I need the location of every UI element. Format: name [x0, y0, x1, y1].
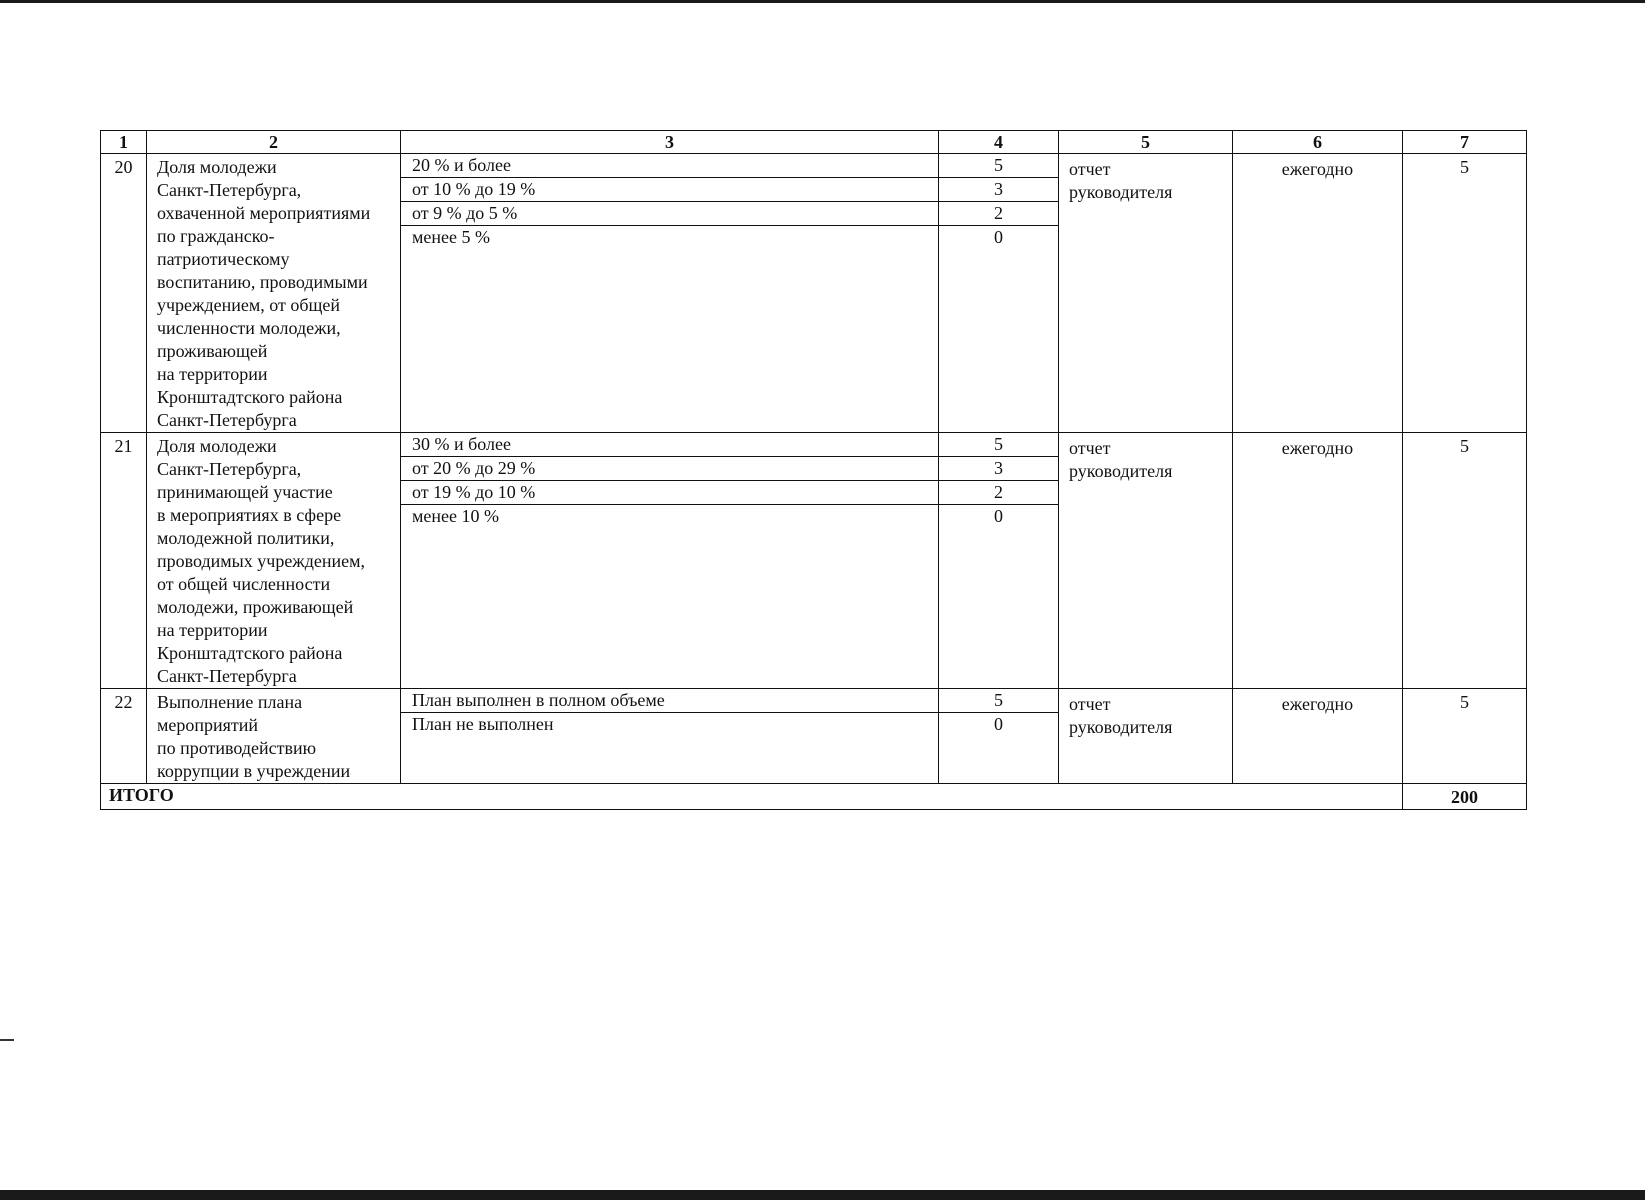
- header-col-1: 1: [101, 131, 147, 154]
- criterion-points: 5: [939, 689, 1058, 713]
- indicator-line: молодежи, проживающей: [157, 597, 354, 617]
- indicator-line: Доля молодежи: [157, 157, 277, 177]
- source-line: отчет: [1069, 159, 1111, 179]
- criterion-label: План выполнен в полном объеме: [401, 689, 938, 713]
- source-line: руководителя: [1069, 461, 1173, 481]
- criterion-points: 0: [994, 714, 1003, 734]
- indicator-line: молодежной политики,: [157, 528, 335, 548]
- indicators-table: [100, 130, 1527, 810]
- scan-mark: [0, 1039, 14, 1041]
- table-row: [101, 433, 1527, 689]
- header-col-4: 4: [939, 131, 1059, 154]
- indicator-line: Кронштадтского района: [157, 387, 343, 407]
- scan-border-top: [0, 0, 1645, 3]
- max-points-cell: 5: [1403, 433, 1527, 689]
- header-col-6: 6: [1233, 131, 1403, 154]
- source-line: руководителя: [1069, 182, 1173, 202]
- source-line: отчет: [1069, 438, 1111, 458]
- points-cell: [939, 689, 1059, 784]
- criterion-points: 2: [939, 202, 1058, 226]
- criterion-label: менее 5 %: [412, 227, 490, 247]
- indicator-line: Санкт-Петербурга,: [157, 180, 302, 200]
- criterion-label: План не выполнен: [412, 714, 554, 734]
- header-row: [101, 131, 1527, 154]
- max-points-cell: 5: [1403, 689, 1527, 784]
- points-cell: [939, 154, 1059, 433]
- criterion-label: менее 10 %: [412, 506, 499, 526]
- indicator-line: проводимых учреждением,: [157, 551, 366, 571]
- indicator-line: на территории: [157, 620, 268, 640]
- indicator-line: Кронштадтского района: [157, 643, 343, 663]
- criterion-points: 3: [939, 178, 1058, 202]
- max-points-cell: 5: [1403, 154, 1527, 433]
- indicator-line: патриотическому: [157, 249, 290, 269]
- indicator-line: Выполнение плана: [157, 692, 303, 712]
- table-row: [101, 154, 1527, 433]
- indicator-cell: [147, 689, 401, 784]
- scan-border-bottom: [0, 1190, 1645, 1200]
- period-cell: ежегодно: [1233, 689, 1403, 784]
- indicator-line: принимающей участие: [157, 482, 333, 502]
- header-col-2: 2: [147, 131, 401, 154]
- criteria-cell: [401, 689, 939, 784]
- indicator-line: охваченной мероприятиями: [157, 203, 371, 223]
- indicator-cell: [147, 433, 401, 689]
- period-cell: ежегодно: [1233, 154, 1403, 433]
- indicator-cell: [147, 154, 401, 433]
- indicator-line: от общей численности: [157, 574, 331, 594]
- source-cell: [1059, 154, 1233, 433]
- criterion-points: 5: [939, 154, 1058, 178]
- indicator-line: на территории: [157, 364, 268, 384]
- total-label: ИТОГО: [101, 784, 1403, 810]
- criterion-label: от 19 % до 10 %: [401, 481, 938, 505]
- indicator-line: Санкт-Петербурга: [157, 666, 297, 686]
- indicator-line: по гражданско-: [157, 226, 275, 246]
- row-number: 22: [101, 689, 147, 784]
- source-cell: [1059, 433, 1233, 689]
- source-line: руководителя: [1069, 717, 1173, 737]
- source-cell: [1059, 689, 1233, 784]
- indicator-line: коррупции в учреждении: [157, 761, 351, 781]
- criterion-label: 20 % и более: [401, 154, 938, 178]
- row-number: 21: [101, 433, 147, 689]
- row-number: 20: [101, 154, 147, 433]
- indicator-line: Доля молодежи: [157, 436, 277, 456]
- indicator-line: в мероприятиях в сфере: [157, 505, 342, 525]
- criterion-points: 0: [994, 227, 1003, 247]
- header-col-3: 3: [401, 131, 939, 154]
- indicator-line: Санкт-Петербурга,: [157, 459, 302, 479]
- indicator-line: проживающей: [157, 341, 268, 361]
- criterion-points: 3: [939, 457, 1058, 481]
- criterion-points: 0: [994, 506, 1003, 526]
- criterion-points: 2: [939, 481, 1058, 505]
- source-line: отчет: [1069, 694, 1111, 714]
- criteria-cell: [401, 433, 939, 689]
- header-col-7: 7: [1403, 131, 1527, 154]
- points-cell: [939, 433, 1059, 689]
- criterion-label: от 10 % до 19 %: [401, 178, 938, 202]
- criterion-points: 5: [939, 433, 1058, 457]
- criteria-cell: [401, 154, 939, 433]
- criterion-label: 30 % и более: [401, 433, 938, 457]
- header-col-5: 5: [1059, 131, 1233, 154]
- indicator-line: по противодействию: [157, 738, 317, 758]
- indicator-line: учреждением, от общей: [157, 295, 341, 315]
- indicator-line: мероприятий: [157, 715, 259, 735]
- total-value: 200: [1403, 784, 1527, 810]
- criterion-label: от 9 % до 5 %: [401, 202, 938, 226]
- total-row: [101, 784, 1527, 810]
- indicator-line: воспитанию, проводимыми: [157, 272, 368, 292]
- criterion-label: от 20 % до 29 %: [401, 457, 938, 481]
- period-cell: ежегодно: [1233, 433, 1403, 689]
- table-row: [101, 689, 1527, 784]
- indicator-line: Санкт-Петербурга: [157, 410, 297, 430]
- indicator-line: численности молодежи,: [157, 318, 341, 338]
